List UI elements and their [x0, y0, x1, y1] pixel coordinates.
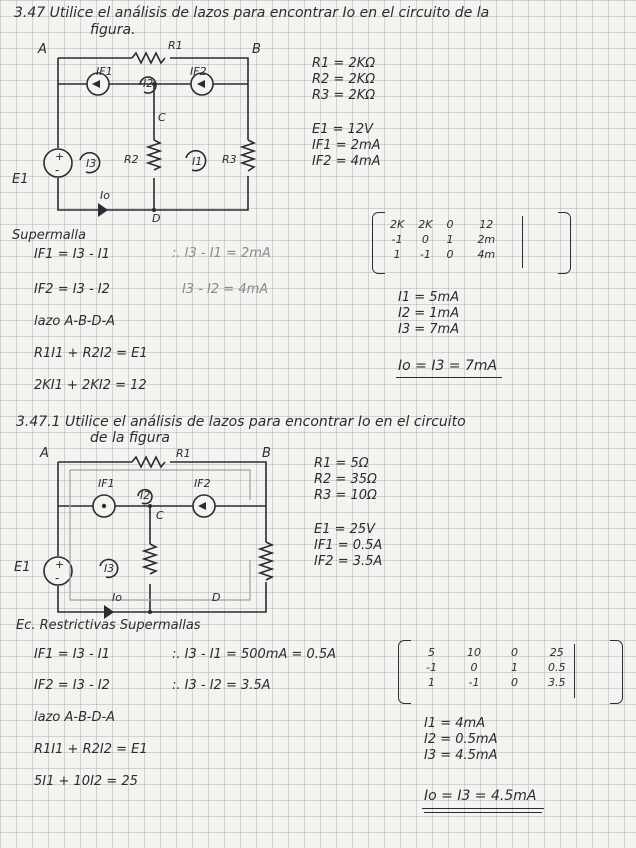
p1-given-0: R1 = 2KΩ: [312, 56, 376, 71]
p2-eq-4: lazo A-B-D-A: [34, 710, 116, 725]
p1-final-underline: [396, 377, 502, 378]
matrix-cell: 2m: [477, 233, 496, 246]
p2-final-answer: Io = I3 = 4.5mA: [424, 788, 537, 804]
c2-e1-label: E1: [14, 560, 31, 575]
matrix-cell: 3.5: [547, 676, 566, 689]
matrix-cell: 0: [510, 646, 518, 659]
c2-node-d: D: [212, 591, 221, 604]
p1-eq-3: I3 - I2 = 4mA: [182, 282, 269, 297]
problem-2-heading-cont: de la figura: [90, 430, 171, 446]
p2-given-2: R3 = 10Ω: [314, 488, 377, 503]
p1-given-1: R2 = 2KΩ: [312, 72, 376, 87]
p1-eq-4: lazo A-B-D-A: [34, 314, 116, 329]
matrix-cell: 1: [393, 248, 401, 261]
matrix-cell: 0.5: [547, 661, 566, 674]
p1-given-5: IF2 = 4mA: [312, 154, 381, 169]
c2-i2-label: I2: [140, 489, 151, 502]
matrix-cell: 25: [549, 646, 564, 659]
c1-if1-label: IF1: [96, 65, 113, 78]
p1-eq-6: 2KI1 + 2KI2 = 12: [34, 378, 147, 393]
p1-matrix-row: [384, 218, 501, 231]
matrix-cell: 12: [479, 218, 494, 231]
p1-matrix: [382, 216, 503, 263]
matrix-cell: -1: [419, 248, 431, 261]
p1-result-2: I3 = 7mA: [398, 322, 460, 337]
matrix-cell: 2K: [418, 218, 433, 231]
p1-given-4: IF1 = 2mA: [312, 138, 381, 153]
c1-i3-label: I3: [86, 157, 97, 170]
c2-if1-label: IF1: [98, 477, 115, 490]
c1-e1-label: E1: [12, 172, 29, 187]
problem-1-heading: 3.47 Utilice el análisis de lazos para encontrar Io en el circuito de la: [14, 5, 490, 21]
c1-i1-label: I1: [192, 155, 203, 168]
p1-result-0: I1 = 5mA: [398, 290, 460, 305]
circuit-1-diagram: [0, 0, 636, 230]
p2-matrix-row: [412, 661, 571, 674]
p1-given-3: E1 = 12V: [312, 122, 374, 137]
matrix-cell: 1: [510, 661, 518, 674]
matrix-cell: 0: [470, 661, 478, 674]
p2-section-label: Ec. Restrictivas Supermallas: [16, 618, 201, 633]
matrix-cell: 0: [510, 676, 518, 689]
c2-node-c: C: [156, 509, 164, 522]
p2-given-4: IF1 = 0.5A: [314, 538, 383, 553]
p2-result-1: I2 = 0.5mA: [424, 732, 498, 747]
p1-eq-1: :. I3 - I1 = 2mA: [172, 246, 271, 261]
p2-given-5: IF2 = 3.5A: [314, 554, 383, 569]
problem-1-heading-cont: figura.: [90, 22, 136, 38]
c1-node-c: C: [158, 111, 166, 124]
p2-matrix-row: [412, 676, 571, 689]
p1-eq-0: IF1 = I3 - I1: [34, 247, 110, 262]
p1-matrix-divider: [522, 216, 523, 268]
p2-given-1: R2 = 35Ω: [314, 472, 377, 487]
matrix-cell: 0: [446, 218, 454, 231]
p2-result-0: I1 = 4mA: [424, 716, 486, 731]
p1-result-1: I2 = 1mA: [398, 306, 460, 321]
c1-r2-label: R2: [124, 153, 139, 166]
c2-if2-label: IF2: [194, 477, 211, 490]
p2-eq-2: IF2 = I3 - I2: [34, 678, 110, 693]
svg-text:-: -: [55, 571, 60, 585]
p1-given-2: R3 = 2KΩ: [312, 88, 376, 103]
p1-matrix-right-bracket: [558, 212, 571, 274]
p1-supermalla-label: Supermalla: [12, 228, 86, 243]
c1-node-b: B: [252, 42, 261, 57]
c1-i2-label: I2: [143, 77, 154, 90]
c2-io-label: Io: [112, 591, 122, 604]
matrix-cell: 0: [446, 248, 454, 261]
c1-r3-label: R3: [222, 153, 237, 166]
matrix-cell: 4m: [477, 248, 496, 261]
p2-eq-3: :. I3 - I2 = 3.5A: [172, 678, 271, 693]
matrix-cell: -1: [468, 676, 480, 689]
p2-matrix-row: [412, 646, 571, 659]
c2-i3-label: I3: [104, 562, 115, 575]
p2-matrix: [410, 644, 573, 691]
c2-node-b: B: [262, 446, 271, 461]
c1-io-label: Io: [100, 189, 110, 202]
matrix-cell: 2K: [390, 218, 405, 231]
problem-2-heading: 3.47.1 Utilice el análisis de lazos para encontrar Io en el circuito: [16, 414, 466, 430]
p2-matrix-right-bracket: [610, 640, 623, 704]
c1-node-a: A: [38, 42, 47, 57]
p2-eq-1: :. I3 - I1 = 500mA = 0.5A: [172, 647, 337, 662]
p2-final-underline: [422, 808, 544, 809]
svg-text:+: +: [55, 558, 65, 571]
p1-eq-2: IF2 = I3 - I2: [34, 282, 110, 297]
p1-matrix-row: [384, 248, 501, 261]
p1-final-answer: Io = I3 = 7mA: [398, 358, 498, 374]
p2-eq-0: IF1 = I3 - I1: [34, 647, 110, 662]
matrix-cell: 1: [427, 676, 435, 689]
p2-final-underline-2: [424, 812, 542, 813]
p2-matrix-divider: [574, 644, 575, 698]
svg-text:+: +: [55, 150, 65, 163]
matrix-cell: -1: [391, 233, 403, 246]
p1-matrix-row: [384, 233, 501, 246]
p2-result-2: I3 = 4.5mA: [424, 748, 498, 763]
p2-given-3: E1 = 25V: [314, 522, 376, 537]
c1-r1-label: R1: [168, 39, 183, 52]
matrix-cell: 1: [446, 233, 454, 246]
svg-text:-: -: [55, 163, 60, 177]
p1-eq-5: R1I1 + R2I2 = E1: [34, 346, 148, 361]
p2-eq-6: 5I1 + 10I2 = 25: [34, 774, 138, 789]
matrix-cell: -1: [426, 661, 437, 674]
p2-given-0: R1 = 5Ω: [314, 456, 369, 471]
c1-if2-label: IF2: [190, 65, 207, 78]
matrix-cell: 0: [421, 233, 429, 246]
c2-r1-label: R1: [176, 447, 191, 460]
matrix-cell: 10: [466, 646, 481, 659]
matrix-cell: 5: [427, 646, 435, 659]
c2-node-a: A: [40, 446, 49, 461]
p2-eq-5: R1I1 + R2I2 = E1: [34, 742, 148, 757]
c1-node-d: D: [152, 212, 161, 225]
